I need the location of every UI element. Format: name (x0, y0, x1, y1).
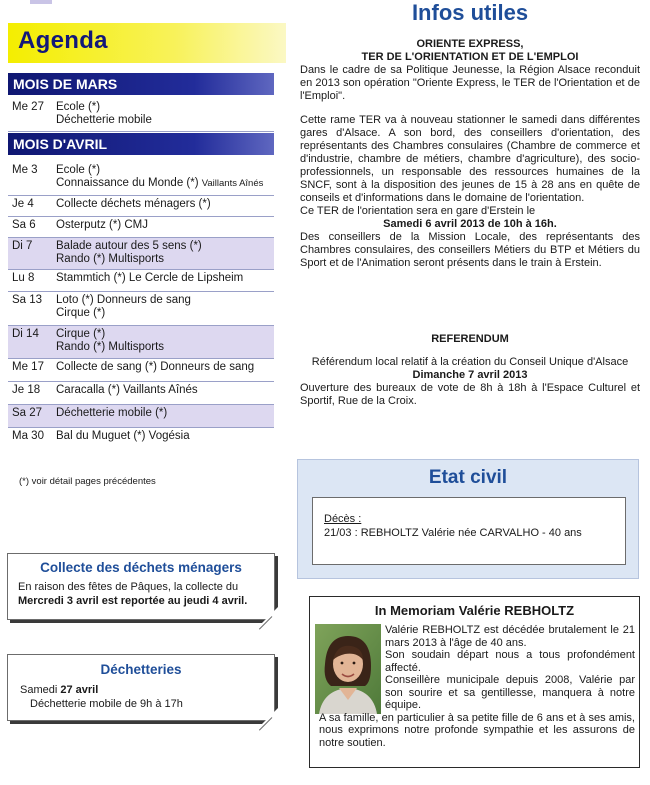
agenda-event: Bal du Muguet (*) Vogésia (56, 430, 190, 442)
agenda-event: Collecte de sang (*) Donneurs de sang (56, 361, 255, 373)
header-strip-decoration (30, 0, 52, 4)
memoriam-paragraph: Valérie REBHOLTZ est décédée brutalement le 21 mars 2013 à l'âge de 40 ans. (385, 624, 635, 649)
agenda-event: Caracalla (*) Vaillants Aînés (56, 384, 198, 396)
dechetteries-text (20, 683, 274, 711)
oriente-express-paragraph: Cette rame TER va à nouveau stationner le samedi dans différentes gares d'Alsace. A son bord, des conseillers d'orientation, des représentants des Chambres consulaires (Chambre de commerce et d'industrie, chambre de métiers, chambre d'agriculture), des socio-professionnels, un responsable des ressources humaines de la SNCF, sont à la disposition des jeunes de 15 à 28 ans en quête de conseils et d'informations dans le domaine de l'orientation. (300, 114, 640, 204)
agenda-event: Collecte déchets ménagers (*) (56, 198, 211, 210)
etat-civil-card (312, 497, 626, 565)
agenda-event (56, 240, 274, 266)
agenda-row-highlighted (8, 238, 274, 270)
agenda-event (56, 328, 274, 355)
oriente-express-subtitle: TER DE L'ORIENTATION ET DE L'EMPLOI (361, 51, 579, 63)
agenda-day: Lu 8 (12, 272, 35, 284)
memoriam-paragraph: A sa famille, en particulier à sa petite fille de 6 ans et à ses amis, nous exprimons notre profonde sympathie et les assurons de notre soutien. (319, 711, 635, 749)
collecte-text-line: En raison des fêtes de Pâques, la collecte du (18, 581, 239, 593)
agenda-event-line: Rando (*) Multisports (56, 341, 165, 353)
collecte-text-bold: Mercredi 3 avril est reportée au jeudi 4 avril. (18, 595, 248, 607)
memoriam-box (309, 596, 640, 768)
agenda-event: Osterputz (*) CMJ (56, 219, 149, 231)
etat-civil-box (297, 459, 639, 579)
deces-label: Décès : (324, 513, 362, 525)
agenda-table (8, 99, 274, 132)
collecte-callout (7, 553, 275, 620)
agenda-row (8, 217, 274, 238)
dechetteries-callout (7, 654, 275, 721)
agenda-event (56, 164, 274, 192)
dechetteries-title: Déchetteries (100, 662, 182, 677)
referendum-section (300, 333, 640, 408)
agenda-row (8, 292, 274, 326)
memoriam-text (319, 624, 635, 749)
collecte-title: Collecte des déchets ménagers (40, 560, 242, 575)
agenda-event-line: Cirque (*) (56, 307, 106, 319)
agenda-day: Sa 6 (12, 219, 36, 231)
agenda-event: Stammtich (*) Le Cercle de Lipsheim (56, 272, 244, 284)
agenda-day: Di 7 (12, 240, 33, 252)
agenda-row (8, 270, 274, 292)
month-header-avril: MOIS D'AVRIL (8, 133, 274, 155)
page-fold-decoration (262, 708, 278, 724)
agenda-day: Je 18 (12, 384, 41, 396)
collecte-text (18, 580, 274, 608)
dechetteries-line: Déchetterie mobile de 9h à 17h (30, 698, 183, 710)
dechetteries-date: 27 avril (60, 684, 99, 696)
agenda-event-line: Rando (*) Multisports (56, 253, 165, 265)
referendum-date: Dimanche 7 avril 2013 (412, 369, 528, 381)
oriente-express-paragraph: Dans le cadre de sa Politique Jeunesse, la Région Alsace reconduit en 2013 son opération "Oriente Express, le TER de l'Orientation et de l'Emploi". (300, 64, 640, 102)
agenda-row-highlighted (8, 326, 274, 359)
page-fold-decoration (262, 607, 278, 623)
agenda-event: Déchetterie mobile (*) (56, 407, 168, 419)
agenda-row-highlighted (8, 405, 274, 428)
agenda-day: Me 3 (12, 164, 38, 176)
agenda-day: Me 27 (12, 101, 44, 113)
agenda-row (8, 162, 274, 196)
month-header-mars: MOIS DE MARS (8, 73, 274, 95)
etat-civil-title: Etat civil (428, 467, 508, 488)
agenda-table-avril (8, 162, 274, 451)
memoriam-paragraph: Conseillère municipale depuis 2008, Valérie par son sourire et sa gentillesse, manquera à notre équipe. (385, 674, 635, 711)
oriente-express-title: ORIENTE EXPRESS, (416, 38, 524, 50)
agenda-footnote: (*) voir détail pages précédentes (19, 476, 156, 487)
agenda-title: Agenda (18, 27, 108, 54)
agenda-event-line: Déchetterie mobile (56, 114, 152, 126)
referendum-title: REFERENDUM (431, 333, 509, 345)
memoriam-paragraph: Son soudain départ nous a tous profondément affecté. (385, 649, 635, 674)
agenda-row (8, 196, 274, 217)
infos-utiles-title: Infos utiles (411, 0, 529, 25)
agenda-day: Sa 27 (12, 407, 43, 419)
agenda-event (56, 294, 274, 322)
agenda-event-line: Ecole (*) (56, 101, 101, 113)
oriente-express-date: Samedi 6 avril 2013 de 10h à 16h. (383, 218, 557, 230)
referendum-paragraph: Ouverture des bureaux de vote de 8h à 18h à l'Espace Culturel et Sportif, Rue de la Croix. (300, 382, 640, 407)
agenda-row (8, 382, 274, 405)
agenda-day: Me 17 (12, 361, 44, 373)
agenda-header (8, 23, 286, 63)
agenda-day: Di 14 (12, 328, 39, 340)
deces-entry: 21/03 : REBHOLTZ Valérie née CARVALHO - 40 ans (324, 527, 582, 539)
agenda-day: Sa 13 (12, 294, 43, 306)
agenda-event-line: Connaissance du Monde (*) Vaillants Aînés (56, 177, 264, 189)
memoriam-title: In Memoriam Valérie REBHOLTZ (374, 603, 575, 618)
oriente-express-section (300, 38, 640, 270)
agenda-event-line: Balade autour des 5 sens (*) (56, 240, 202, 252)
agenda-day: Ma 30 (12, 430, 44, 442)
agenda-event-line: Loto (*) Donneurs de sang (56, 294, 191, 306)
agenda-row (8, 99, 274, 132)
agenda-row (8, 428, 274, 451)
agenda-event-line: Ecole (*) (56, 164, 101, 176)
dechetteries-date-label: Samedi (20, 684, 61, 696)
referendum-paragraph: Référendum local relatif à la création du Conseil Unique d'Alsace (311, 356, 629, 368)
agenda-day: Je 4 (12, 198, 34, 210)
agenda-event (56, 101, 274, 128)
agenda-row (8, 359, 274, 382)
oriente-express-paragraph: Ce TER de l'orientation sera en gare d'Erstein le (300, 205, 536, 217)
agenda-event-line: Cirque (*) (56, 328, 106, 340)
oriente-express-paragraph: Des conseillers de la Mission Locale, des représentants des Chambres consulaires, des conseillers Métiers du BTP et Métiers du Sport et de l'Animation seront présents dans le train à Erstein. (300, 231, 640, 269)
